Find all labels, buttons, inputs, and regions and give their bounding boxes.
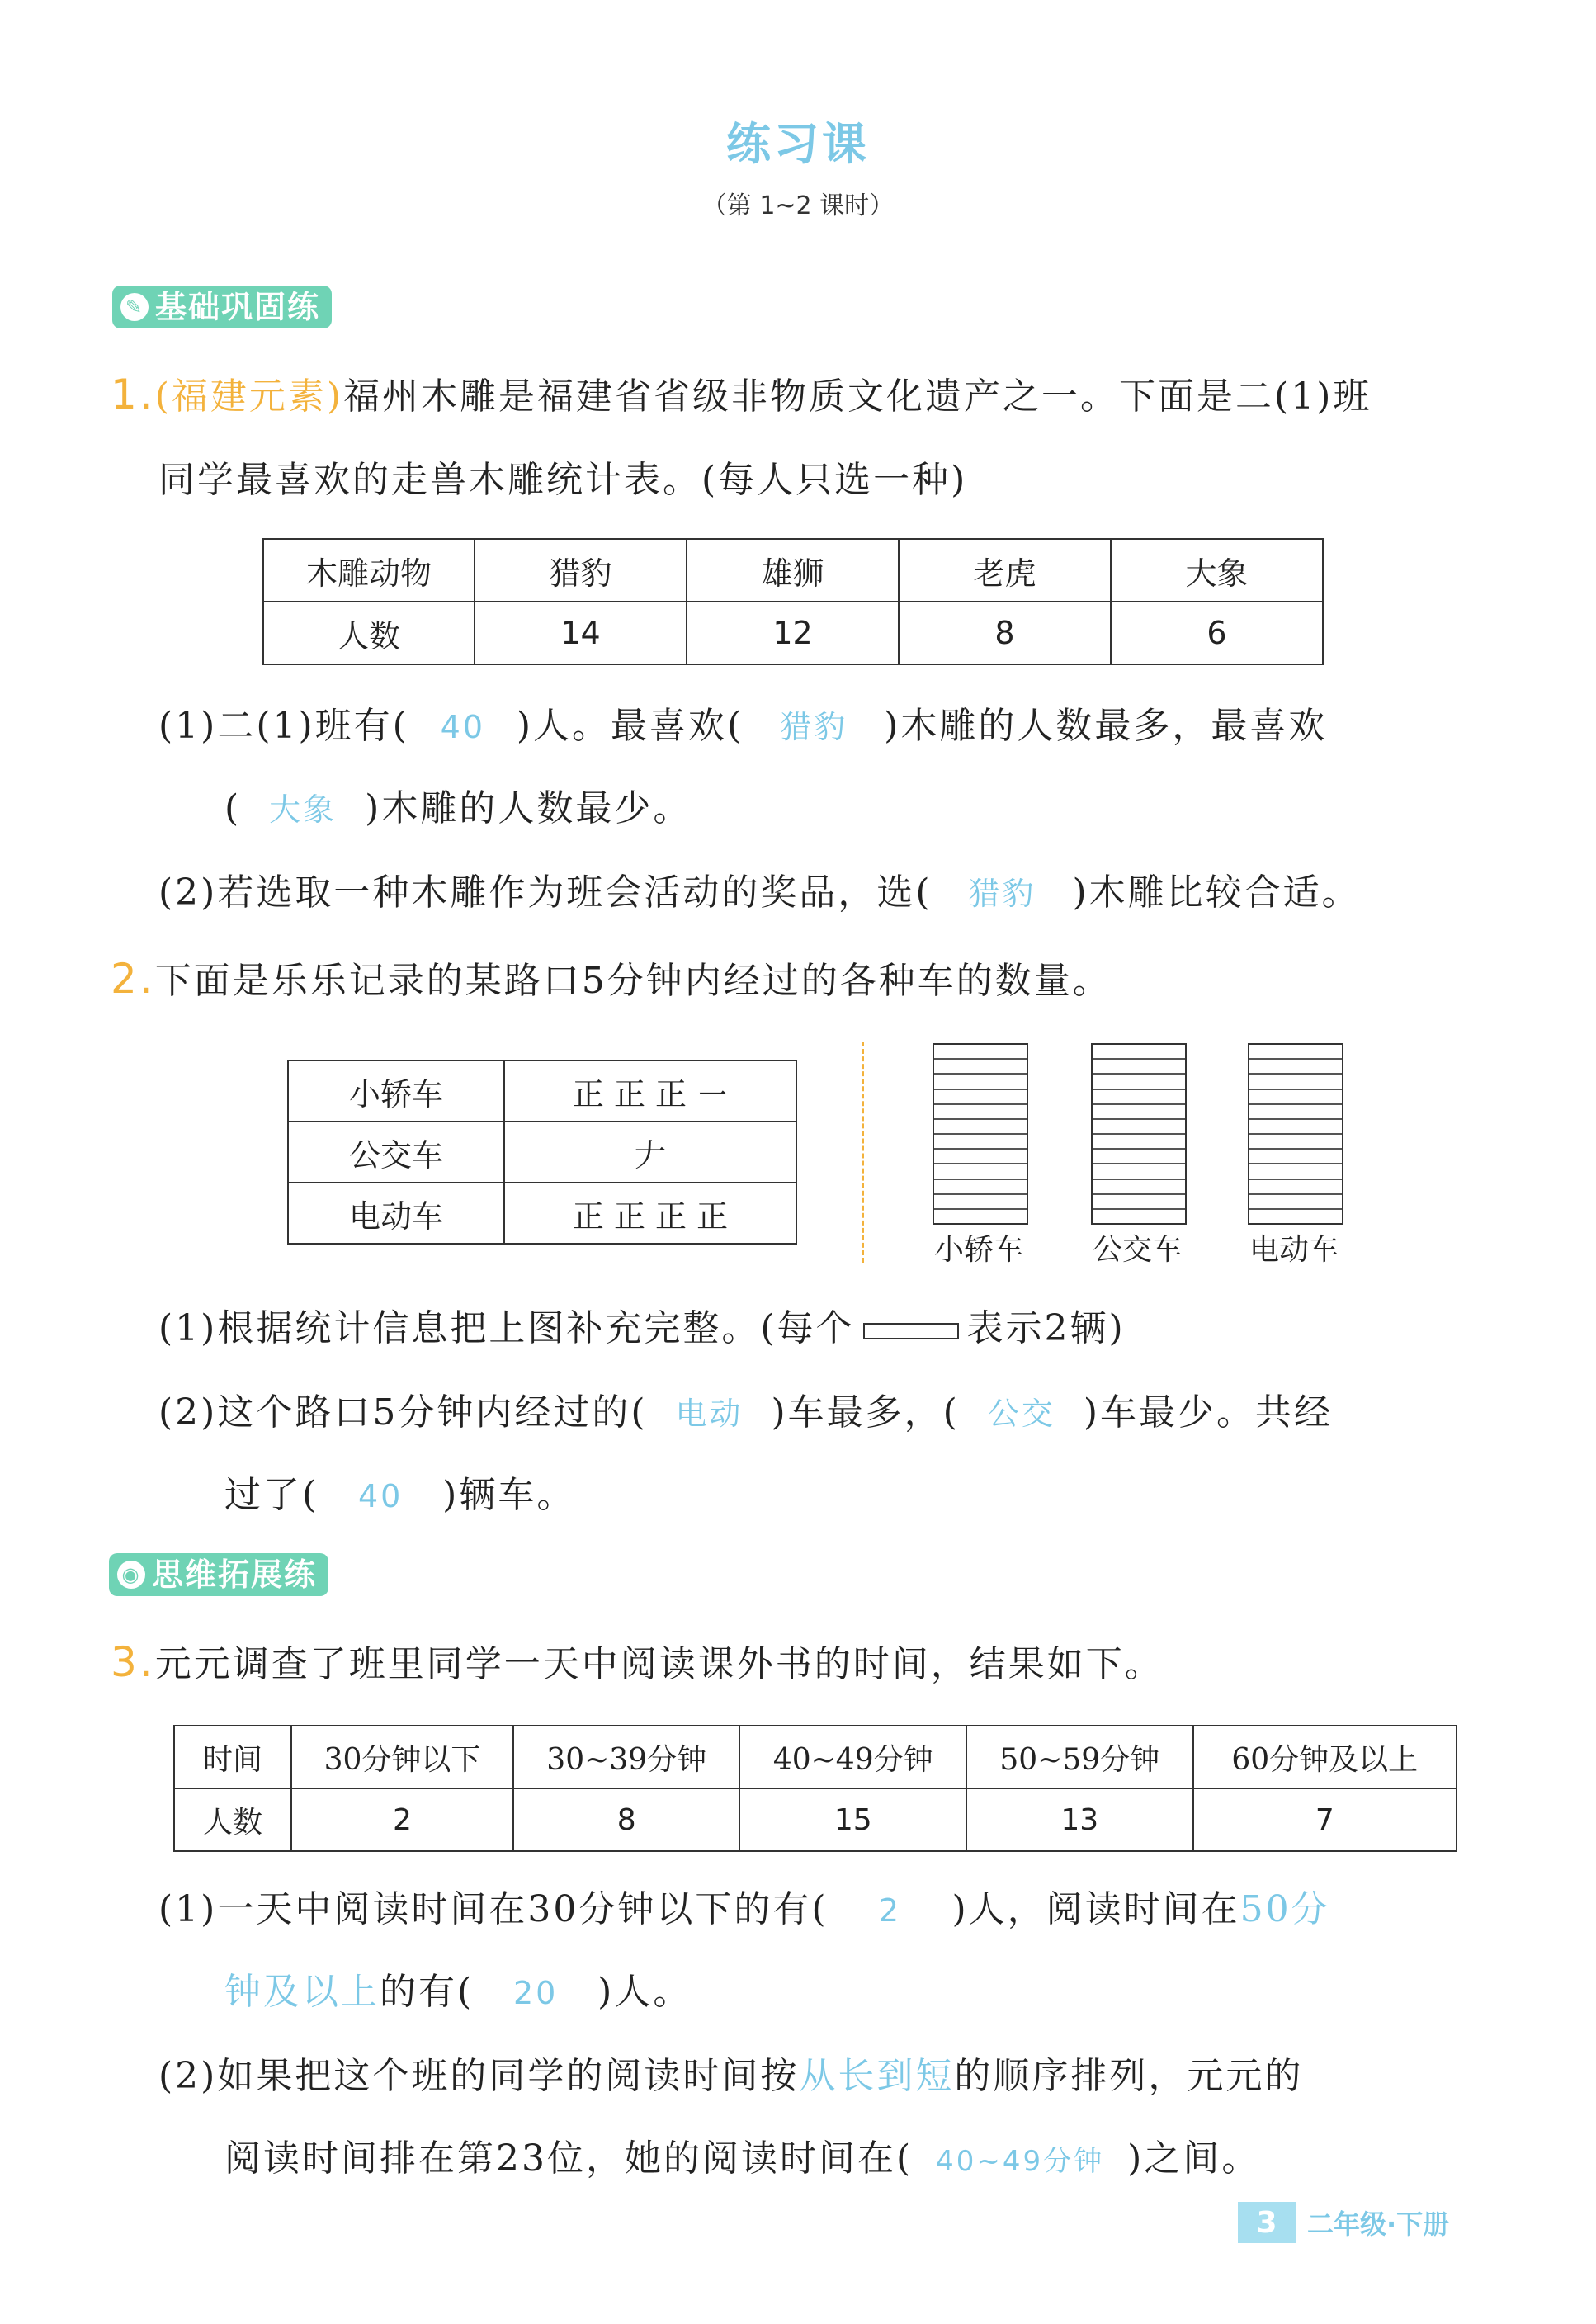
highlight-text: 从长到短 <box>799 2055 955 2097</box>
tally-marks: 正 正 正 正 <box>504 1183 796 1244</box>
table-cell: 50~59分钟 <box>966 1726 1193 1788</box>
tally-marks: 正 正 正 ㇐ <box>504 1060 796 1122</box>
section-badge-extension <box>109 1553 328 1596</box>
table-cell: 雄狮 <box>687 539 899 602</box>
section-label: 思维拓展练 <box>152 1556 318 1593</box>
page-footer <box>1238 2202 1449 2243</box>
page-subtitle: （第 1~2 课时） <box>701 191 895 220</box>
tally-label: 公交车 <box>288 1122 504 1183</box>
answer: 40~49分钟 <box>936 2145 1105 2178</box>
answer: 2 <box>878 1892 902 1929</box>
answer: 40 <box>440 709 485 745</box>
table-cell: 人数 <box>174 1788 291 1851</box>
answer: 公交 <box>987 1396 1055 1432</box>
question-text: 福州木雕是福建省省级非物质文化遗产之一。下面是二(1)班 <box>343 376 1372 418</box>
bar-label: 公交车 <box>1092 1233 1182 1267</box>
highlight-text: 钟及以上 <box>224 1971 380 2013</box>
table-cell: 6 <box>1111 602 1323 664</box>
q3-part2: (2)如果把这个班的同学的阅读时间按从长到短的顺序排列，元元的 <box>158 2055 1304 2097</box>
table-cell: 大象 <box>1111 539 1323 602</box>
table-cell: 老虎 <box>899 539 1111 602</box>
table-cell: 15 <box>739 1788 966 1851</box>
section-badge-basic <box>112 286 332 328</box>
divider <box>862 1042 864 1263</box>
q3-part2b: 阅读时间排在第23位，她的阅读时间在( 40~49分钟 )之间。 <box>224 2134 1260 2186</box>
q3-part1b: 钟及以上的有( 20 )人。 <box>224 1967 692 2018</box>
table-cell: 30分钟以下 <box>291 1726 513 1788</box>
table-cell: 14 <box>475 602 687 664</box>
bar-column-bus <box>1091 1043 1187 1225</box>
q3-table <box>173 1725 1457 1852</box>
grade-label: 二年级·下册 <box>1307 2208 1450 2240</box>
bar-column-car <box>933 1043 1028 1225</box>
answer: 猎豹 <box>780 709 848 745</box>
table-cell: 7 <box>1193 1788 1457 1851</box>
question-text: 元元调查了班里同学一天中阅读课外书的时间，结果如下。 <box>154 1643 1164 1685</box>
question-text: 下面是乐乐记录的某路口5分钟内经过的各种车的数量。 <box>154 960 1112 1002</box>
highlight-text: 50分 <box>1239 1888 1330 1930</box>
question-number: 1. <box>111 371 155 418</box>
pencil-icon: ✎ <box>120 293 149 321</box>
q2-part1: (1)根据统计信息把上图补充完整。(每个 表示2辆) <box>158 1307 1126 1349</box>
page-number: 3 <box>1238 2202 1296 2243</box>
q3-part1: (1)一天中阅读时间在30分钟以下的有( 2 )人，阅读时间在50分 <box>158 1885 1330 1935</box>
tally-marks: 𠂇 <box>504 1122 796 1183</box>
answer: 猎豹 <box>968 876 1036 912</box>
q1-line1 <box>111 370 1372 422</box>
table-cell: 40~49分钟 <box>739 1726 966 1788</box>
brain-icon: ◉ <box>117 1561 145 1589</box>
bar-label: 电动车 <box>1249 1233 1339 1267</box>
table-cell: 8 <box>513 1788 740 1851</box>
q2-part2b: 过了( 40 )辆车。 <box>224 1471 575 1521</box>
table-cell: 8 <box>899 602 1111 664</box>
question-number: 2. <box>111 955 155 1003</box>
tally-label: 电动车 <box>288 1183 504 1244</box>
answer: 电动 <box>675 1396 744 1432</box>
table-cell: 13 <box>966 1788 1193 1851</box>
legend-box <box>863 1323 959 1339</box>
bar-column-ebike <box>1248 1043 1343 1225</box>
q2-part2: (2)这个路口5分钟内经过的( 电动 )车最多，( 公交 )车最少。共经 <box>158 1388 1333 1438</box>
tally-table <box>287 1060 797 1245</box>
q2-line1 <box>111 954 1112 1006</box>
q1-part2: (2)若选取一种木雕作为班会活动的奖品，选( 猎豹 )木雕比较合适。 <box>158 868 1361 919</box>
q1-table <box>262 538 1324 665</box>
bar-label: 小轿车 <box>933 1233 1023 1267</box>
section-label: 基础巩固练 <box>155 289 321 325</box>
q3-line1 <box>111 1637 1164 1689</box>
table-cell: 木雕动物 <box>263 539 475 602</box>
q1-part1b: ( 大象 )木雕的人数最少。 <box>224 784 692 834</box>
table-cell: 60分钟及以上 <box>1193 1726 1457 1788</box>
answer: 40 <box>357 1478 404 1514</box>
table-cell: 30~39分钟 <box>513 1726 740 1788</box>
question-number: 3. <box>111 1638 155 1686</box>
page-title: 练习课 <box>726 118 870 170</box>
q1-line2: 同学最喜欢的走兽木雕统计表。(每人只选一种) <box>158 459 968 501</box>
table-cell: 2 <box>291 1788 513 1851</box>
q1-part1: (1)二(1)班有( 40 )人。最喜欢( 猎豹 )木雕的人数最多，最喜欢 <box>158 701 1327 752</box>
table-cell: 12 <box>687 602 899 664</box>
table-cell: 猎豹 <box>475 539 687 602</box>
question-tag: (福建元素) <box>154 376 344 418</box>
table-cell: 时间 <box>174 1726 291 1788</box>
answer: 大象 <box>269 791 338 828</box>
table-cell: 人数 <box>263 602 475 664</box>
answer: 20 <box>512 1975 559 2011</box>
tally-label: 小轿车 <box>288 1060 504 1122</box>
